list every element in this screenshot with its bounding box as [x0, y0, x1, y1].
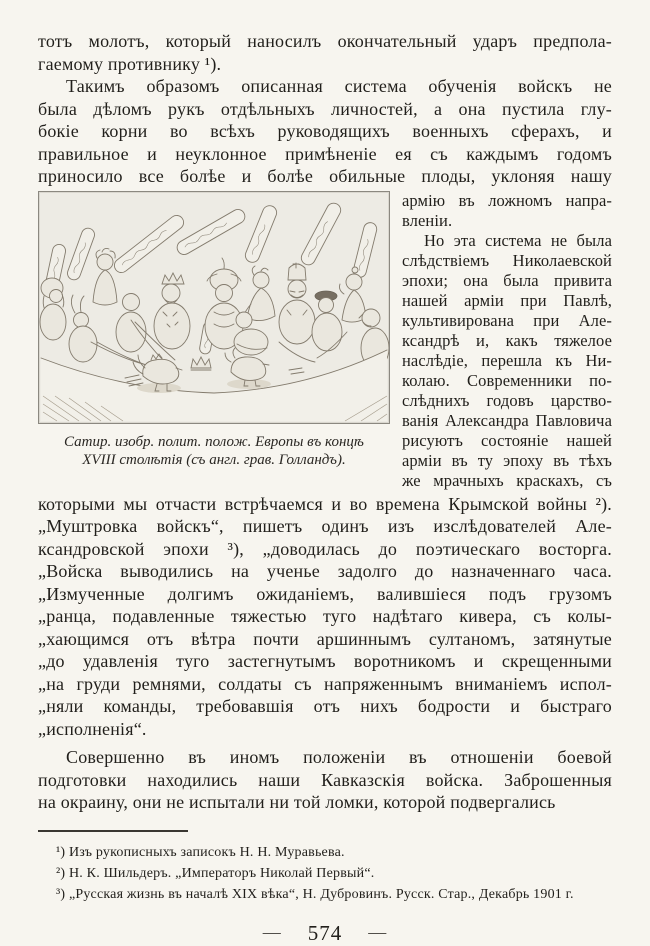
paragraph-1	[38, 30, 612, 75]
engraving-image	[38, 191, 390, 424]
monarch-curly-youth	[93, 248, 117, 305]
text-line: нашей арміи при Павлѣ,	[402, 290, 612, 310]
text-line: Но эта система не была	[424, 230, 612, 250]
text-line: „исполненія“.	[38, 718, 147, 739]
text-line: „Измученные долгимъ ожиданіемъ, валившіеся подъ грузомъ	[38, 583, 612, 604]
text-line: приносило все болѣе и болѣе обильные плоды, уклоняя нашу	[38, 166, 612, 186]
text-line: „Войска выводились на ученье задолго до назначеннаго часа.	[38, 561, 612, 581]
text-line: „няли команды, требовавшія отъ нихъ бодрости и быстраго	[38, 696, 612, 716]
monarch-tall-crown	[279, 263, 315, 344]
caption-line: Сатир. изобр. полит. полож. Европы въ концѣ	[64, 433, 364, 450]
figure-and-column-region	[38, 191, 612, 491]
text-line: колаю. Современники по-	[402, 370, 612, 390]
text-line: „хающимся отъ вѣтра почти аршиннымъ султаномъ, затянутые	[38, 628, 612, 649]
text-line: „Муштровка войскъ“, пишетъ одинъ изъ изслѣдователей Але-	[38, 516, 612, 536]
footnote: ¹) Изъ рукописныхъ записокъ Н. Н. Муравьева.	[56, 844, 345, 860]
monarch-figures	[40, 248, 389, 368]
footnotes	[38, 842, 612, 905]
text-line: же мрачныхъ краскахъ, съ	[402, 470, 612, 490]
crown-on-table	[191, 357, 211, 370]
text-line: на окраину, они не испытали ни той ломки, которой подвергались	[38, 792, 556, 812]
text-line: Такимъ образомъ описанная система обученія войскъ не	[66, 76, 612, 96]
text-line: правильное и неуклонное примѣненіе ея съ каждымъ годомъ	[38, 143, 612, 164]
text-line: вленіи.	[402, 210, 453, 230]
engraving-drawing	[39, 192, 389, 423]
text-line: „до удавленія туго застегнутымъ воротникомъ и скрещенными	[38, 651, 612, 671]
text-line: слѣдствіемъ Николаевской	[402, 250, 612, 270]
text-line: слѣднихъ годовъ царство-	[402, 390, 612, 410]
satirical-engraving-figure	[38, 191, 390, 491]
text-line: культивирована при Але-	[402, 310, 612, 330]
text-line: ксандровской эпохи ³), „доводилась до поэтическаго восторга.	[38, 538, 612, 559]
text-line: ванія Александра Павловича	[402, 410, 612, 430]
monarch-tsar-crown	[154, 273, 190, 349]
text-line: Совершенно въ иномъ положеніи въ отношеніи боевой	[66, 747, 612, 767]
footnote-rule	[38, 830, 188, 832]
text-line: гаемому противнику ¹).	[38, 53, 222, 74]
text-line: эпохи; она была привита	[402, 270, 612, 290]
caption-line: XVIII столѣтія (съ англ. грав. Голландъ).	[82, 451, 346, 468]
table-surface	[41, 350, 387, 421]
quote-paragraph	[38, 493, 612, 741]
text-line: ксандрѣ и, какъ тяжелое	[402, 330, 612, 350]
text-line: наслѣдіе, перешла къ Ни-	[402, 350, 612, 370]
text-column	[402, 191, 612, 491]
monarch-wig	[40, 278, 66, 340]
text-line: „на груди ремнями, солдаты съ напряженнымъ вниманіемъ испол-	[38, 673, 612, 694]
monarch-bald	[116, 293, 146, 352]
page-number-dash: —	[368, 921, 388, 942]
page-number-dash: —	[262, 921, 282, 942]
text-line: была дѣломъ рукъ отдѣльныхъ личностей, а она пустила глу-	[38, 98, 612, 119]
text-line: армію въ ложномъ напра-	[402, 190, 612, 210]
figure-caption	[38, 433, 390, 469]
text-line: бокіе корни во всѣхъ руководящихъ военныхъ сферахъ, и	[38, 121, 612, 141]
text-line: которыми мы отчасти встрѣчаемся и во времена Крымской войны ²).	[38, 493, 612, 514]
text-line: арміи въ ту эпоху въ тѣхъ	[402, 450, 612, 470]
text-line: „ранца, подавленные тяжестью туго надѣтаго кивера, съ колы-	[38, 606, 612, 626]
paragraph-2	[38, 75, 612, 188]
page-number: 574	[307, 920, 343, 945]
text-line: подготовки находились наши Кавказскія войска. Заброшенныя	[38, 769, 612, 790]
paragraph-3	[38, 746, 612, 814]
text-line: тотъ молотъ, который наносилъ окончательный ударъ предпола-	[38, 31, 612, 51]
footnote: ²) Н. К. Шильдеръ. „Императоръ Николай Первый“.	[56, 865, 375, 881]
text-line: рисуютъ состояніе нашей	[402, 430, 612, 450]
footnote: ³) „Русская жизнь въ началѣ XIX вѣка“, Н. Дубровинъ. Русск. Стар., Декабрь 1901 г.	[56, 886, 574, 902]
